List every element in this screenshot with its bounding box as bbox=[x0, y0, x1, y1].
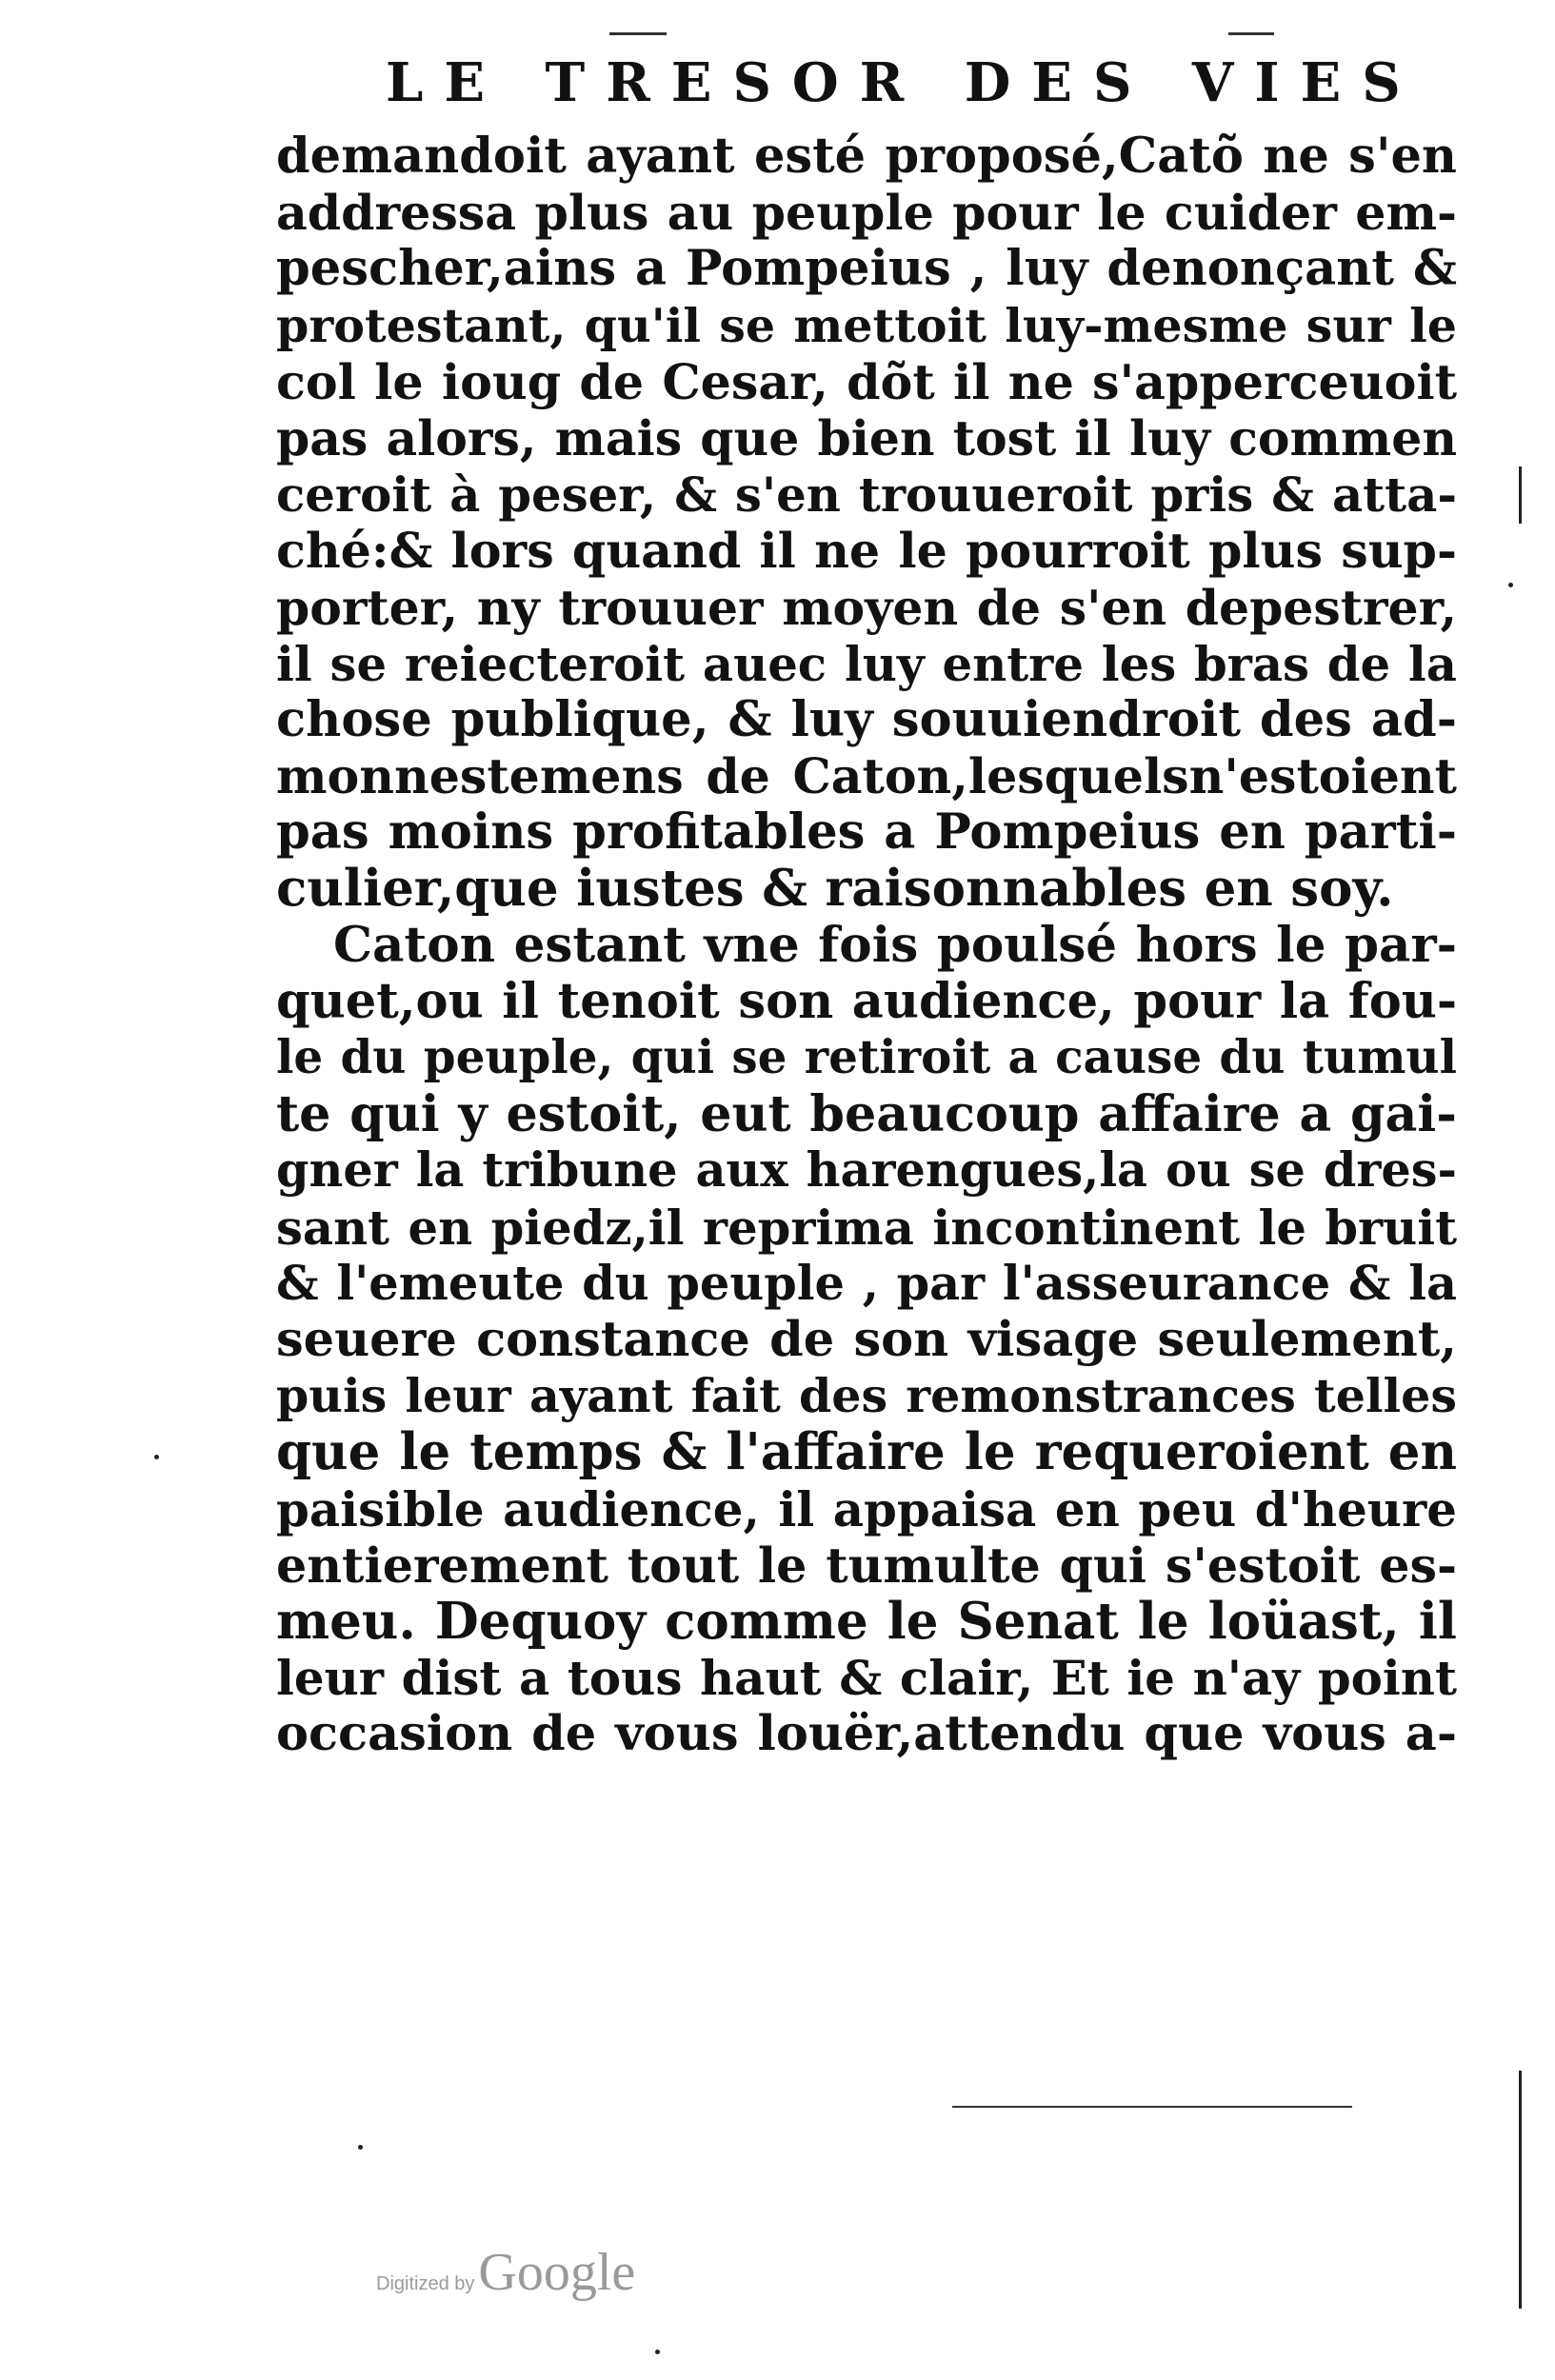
text-line: chose publique, & luy souuiendroit des ad- bbox=[276, 690, 1457, 748]
scan-mark-top bbox=[1228, 32, 1274, 35]
text-line: culier,que iustes & raisonnables en soy. bbox=[276, 859, 1394, 919]
text-line: que le temps & l'affaire le requeroient en bbox=[276, 1422, 1457, 1482]
scan-mark-bottom bbox=[952, 2106, 1352, 2108]
text-line: addressa plus au peuple pour le cuider em- bbox=[276, 184, 1457, 242]
text-line: entierement tout le tumulte qui s'estoit es- bbox=[276, 1536, 1457, 1594]
text-line: monnestemens de Caton,lesquelsn'estoient bbox=[276, 748, 1457, 805]
page-edge-line bbox=[1519, 466, 1522, 524]
text-line: & l'emeute du peuple , par l'asseurance & la bbox=[276, 1255, 1457, 1311]
scan-speck bbox=[358, 2145, 363, 2150]
text-line: ceroit à peser, & s'en trouueroit pris & atta- bbox=[276, 466, 1457, 524]
text-line: sant en piedz,il reprima incontinent le bruit bbox=[276, 1199, 1457, 1256]
text-line: le du peuple, qui se retiroit a cause du tumul bbox=[276, 1031, 1457, 1084]
text-line: demandoit ayant esté proposé,Catõ ne s'en bbox=[276, 128, 1457, 185]
text-line: paisible audience, il appaisa en peu d'heure bbox=[276, 1480, 1457, 1537]
text-line: te qui y estoit, eut beaucoup affaire a gai- bbox=[276, 1085, 1457, 1144]
text-line: leur dist a tous haut & clair, Et ie n'ay point bbox=[276, 1650, 1457, 1707]
text-line: gner la tribune aux harengues,la ou se dres- bbox=[276, 1142, 1457, 1199]
text-line: pas alors, mais que bien tost il luy commen bbox=[276, 409, 1457, 466]
watermark-prefix: Digitized by bbox=[376, 2273, 475, 2294]
scan-speck bbox=[655, 2350, 660, 2354]
google-logo: Google bbox=[478, 2243, 636, 2302]
text-line: col le ioug de Cesar, dõt il ne s'apperceuoit bbox=[276, 352, 1457, 410]
text-line: pescher,ains a Pompeius , luy denonçant & bbox=[276, 240, 1457, 298]
text-line: meu. Dequoy comme le Senat le loüast, il bbox=[276, 1591, 1457, 1651]
text-line: ché:& lors quand il ne le pourroit plus sup- bbox=[276, 522, 1457, 580]
scan-mark-top bbox=[609, 32, 667, 35]
google-watermark bbox=[376, 2242, 635, 2309]
scan-speck bbox=[1508, 583, 1513, 587]
body-text bbox=[276, 129, 1457, 1762]
text-line: porter, ny trouuer moyen de s'en depestrer, bbox=[276, 579, 1457, 636]
page-edge-line bbox=[1519, 2071, 1522, 2309]
text-line: il se reiecteroit auec luy entre les bras de la bbox=[276, 635, 1457, 692]
text-line: protestant, qu'il se mettoit luy-mesme sur le bbox=[276, 297, 1457, 353]
text-line: occasion de vous louër,attendu que vous a- bbox=[276, 1705, 1457, 1763]
text-line: seuere constance de son visage seulement, bbox=[276, 1310, 1457, 1368]
text-line: puis leur ayant fait des remonstrances telles bbox=[276, 1368, 1457, 1424]
running-head: LE TRESOR DES VIES bbox=[386, 51, 1422, 114]
text-line: pas moins profitables a Pompeius en parti- bbox=[276, 803, 1457, 862]
scan-speck bbox=[154, 1455, 159, 1459]
paragraph-start-line: Caton estant vne fois poulsé hors le par- bbox=[333, 916, 1457, 974]
text-line: quet,ou il tenoit son audience, pour la fou- bbox=[276, 972, 1457, 1030]
